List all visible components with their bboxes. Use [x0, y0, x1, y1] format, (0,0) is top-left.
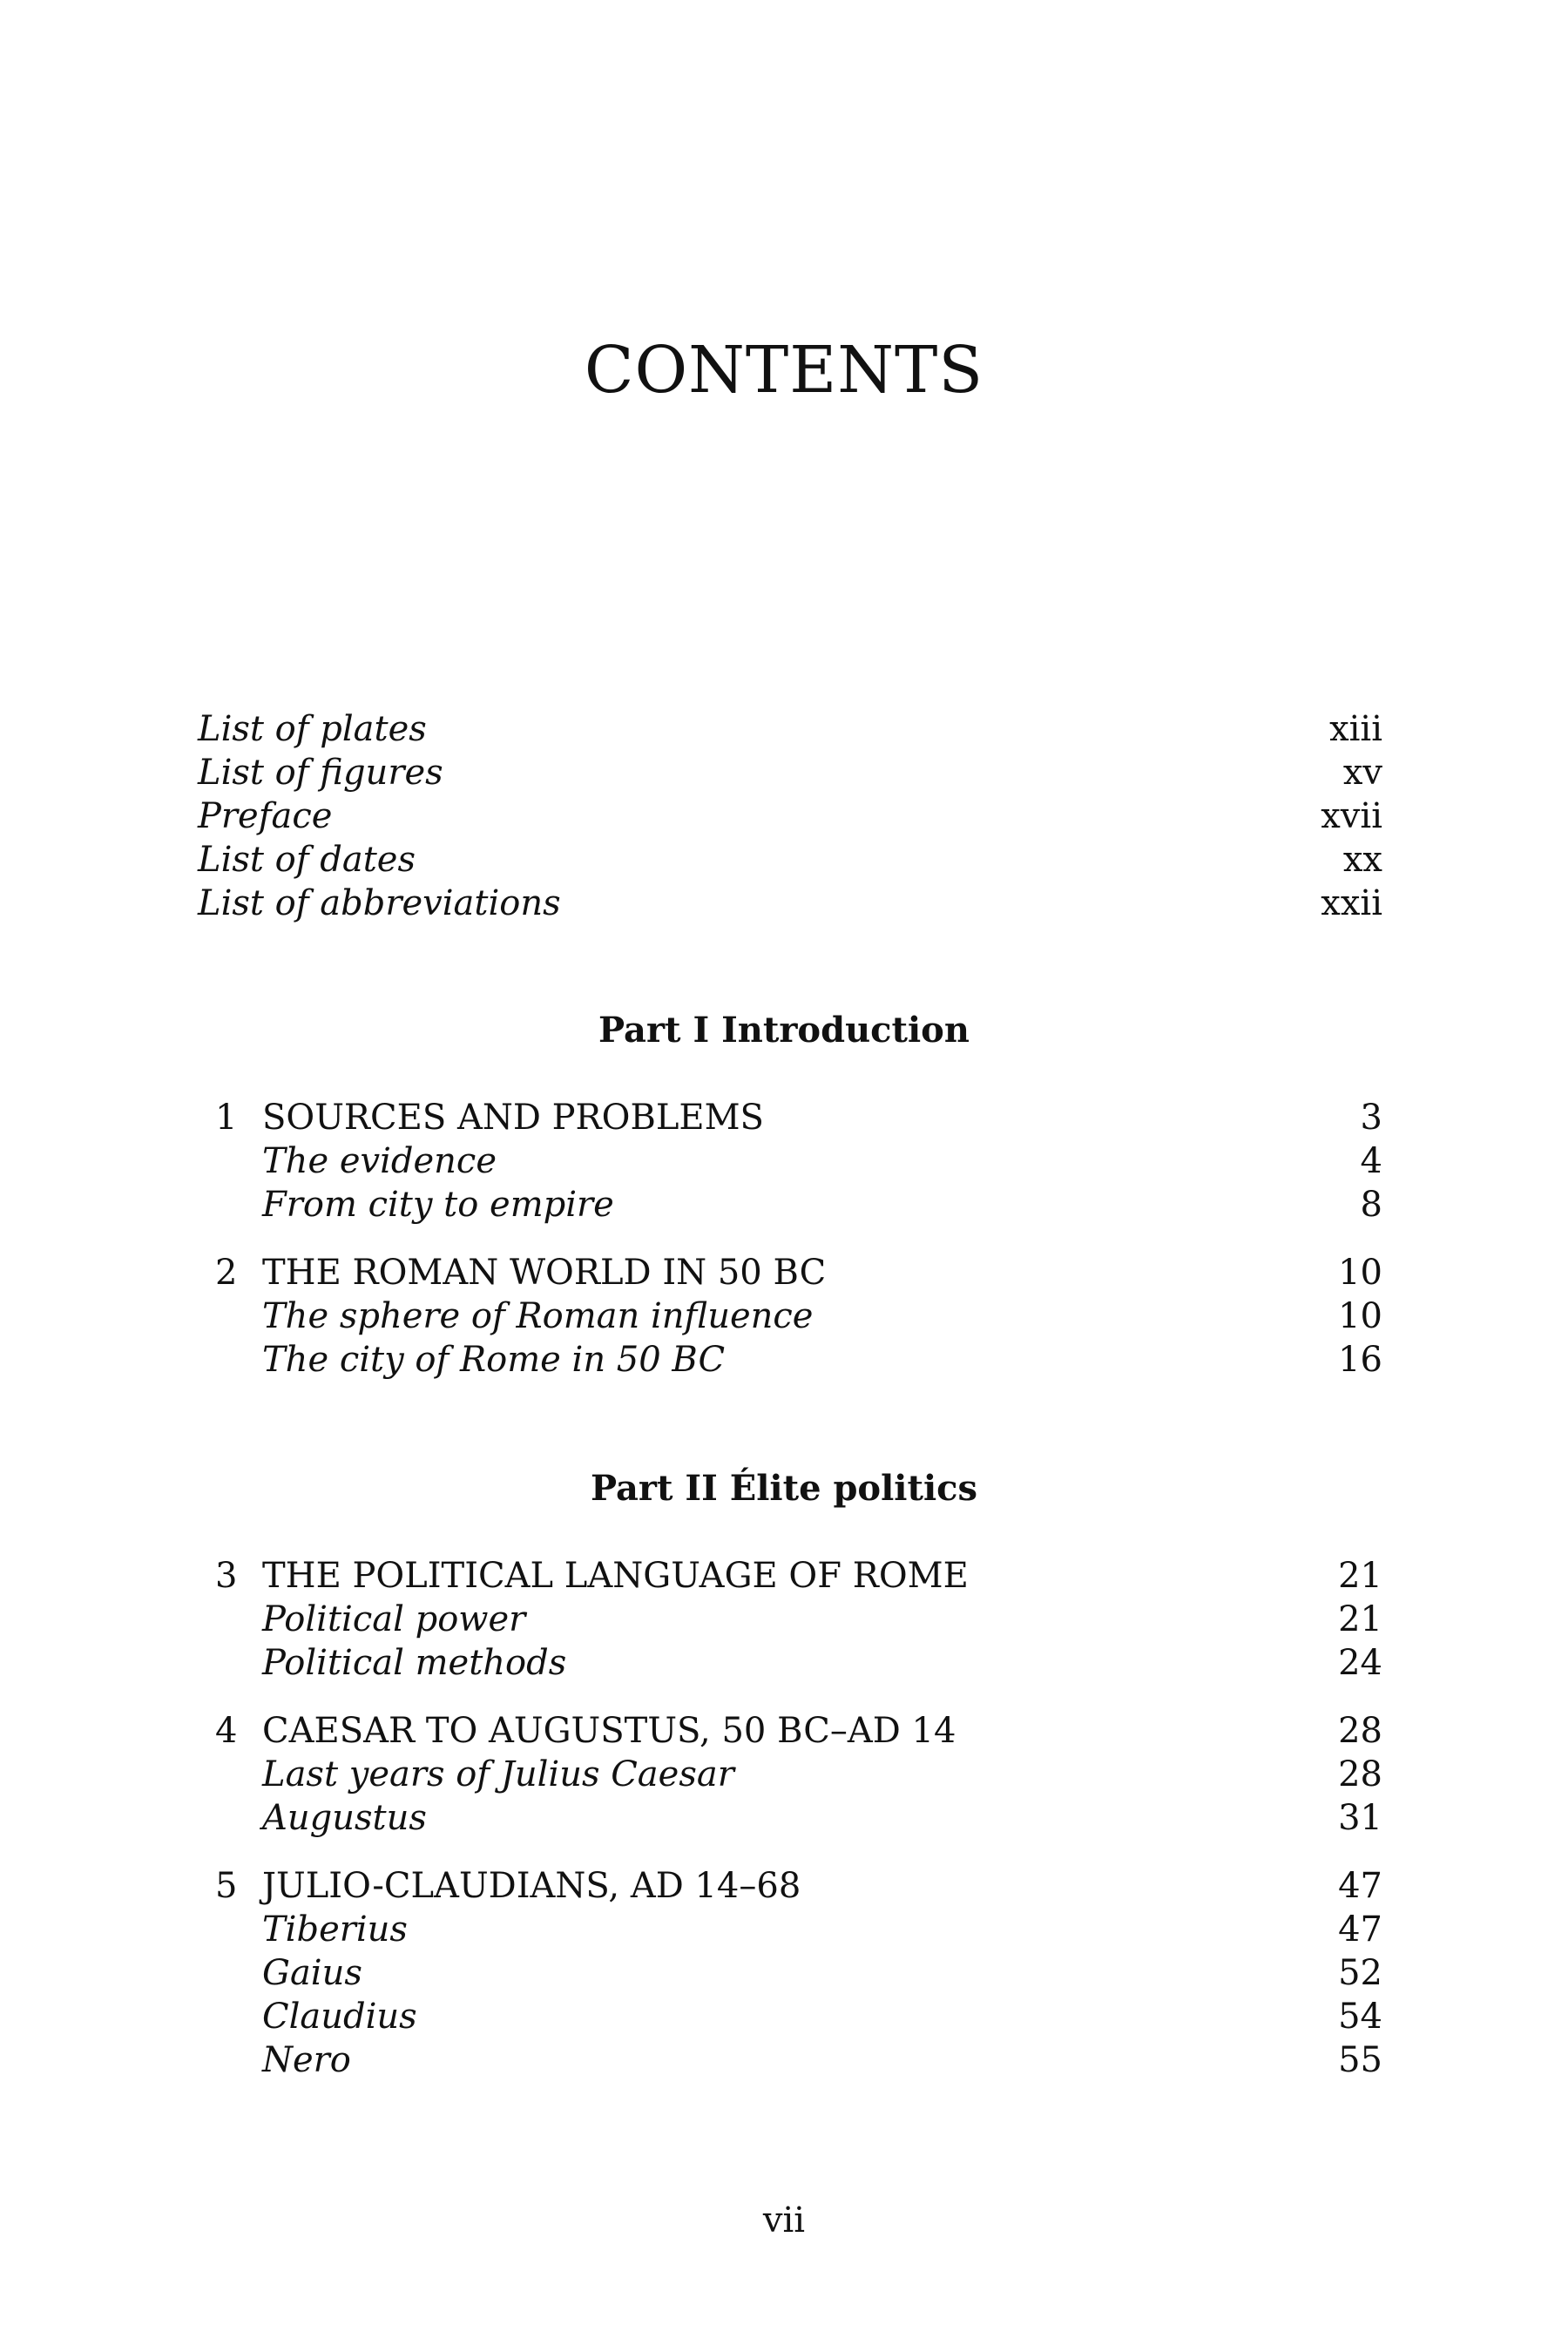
- front-matter-list: [198, 707, 1382, 925]
- chapter-title: THE ROMAN WORLD IN 50 BC: [262, 1253, 827, 1293]
- chapter-row: [198, 1251, 1382, 1294]
- entry-label: Preface: [198, 796, 333, 836]
- front-matter-entry: [198, 751, 1382, 794]
- section-title: Gaius: [262, 1953, 362, 1993]
- section-row: [198, 1183, 1382, 1227]
- section-row: [198, 1294, 1382, 1338]
- chapter-row: [198, 1554, 1382, 1598]
- chapter-entry: [198, 1554, 1382, 1685]
- chapter-entry: [198, 1709, 1382, 1840]
- part-heading: Part I Introduction: [598, 1010, 970, 1051]
- chapter-number: 1: [215, 1098, 238, 1138]
- section-page: 31: [1338, 1798, 1382, 1838]
- front-matter-entry: [198, 794, 1382, 838]
- chapter-title: CAESAR TO AUGUSTUS, 50 BC–AD 14: [262, 1711, 956, 1751]
- page-number: vii: [762, 2200, 806, 2240]
- entry-label: List of figures: [198, 753, 443, 793]
- page-title: CONTENTS: [584, 333, 984, 408]
- chapter-number: 4: [215, 1711, 238, 1751]
- section-title: Political power: [262, 1599, 526, 1639]
- chapter-row: [198, 1709, 1382, 1753]
- chapter-entry: [198, 1251, 1382, 1382]
- chapter-title: JULIO-CLAUDIANS, AD 14–68: [262, 1866, 801, 1906]
- section-page: 4: [1360, 1141, 1382, 1181]
- section-page: 47: [1338, 1909, 1382, 1950]
- chapter-page: 10: [1338, 1253, 1382, 1293]
- chapter-number: 3: [215, 1556, 238, 1596]
- section-title: Political methods: [262, 1643, 567, 1683]
- chapter-page: 28: [1338, 1711, 1382, 1751]
- chapter-page: 3: [1360, 1098, 1382, 1138]
- section-page: 55: [1338, 2040, 1382, 2080]
- section-title: The city of Rome in 50 BC: [262, 1340, 726, 1380]
- section-row: [198, 1641, 1382, 1685]
- section-title: Tiberius: [262, 1909, 408, 1950]
- section-page: 8: [1360, 1185, 1382, 1225]
- section-row: [198, 1598, 1382, 1641]
- section-page: 10: [1338, 1296, 1382, 1336]
- chapter-title: SOURCES AND PROBLEMS: [262, 1098, 764, 1138]
- section-title: Claudius: [262, 1997, 417, 2037]
- entry-page: xiii: [1329, 709, 1382, 749]
- section-row: [198, 1951, 1382, 1995]
- section-page: 28: [1338, 1754, 1382, 1794]
- entry-page: xvii: [1321, 796, 1382, 836]
- section-row: [198, 1338, 1382, 1382]
- entry-page: xx: [1342, 840, 1382, 880]
- chapter-number: 5: [215, 1866, 238, 1906]
- section-title: The evidence: [262, 1141, 497, 1181]
- front-matter-entry: [198, 838, 1382, 882]
- chapter-row: [198, 1096, 1382, 1139]
- section-page: 52: [1338, 1953, 1382, 1993]
- entry-label: List of dates: [198, 840, 416, 880]
- section-row: [198, 1796, 1382, 1840]
- section-title: From city to empire: [262, 1185, 614, 1225]
- section-row: [198, 1908, 1382, 1951]
- chapter-page: 47: [1338, 1866, 1382, 1906]
- chapter-entry: [198, 1864, 1382, 2082]
- section-page: 16: [1338, 1340, 1382, 1380]
- section-page: 24: [1338, 1643, 1382, 1683]
- part-heading: Part II Élite politics: [590, 1468, 978, 1509]
- section-title: Nero: [262, 2040, 351, 2080]
- entry-page: xv: [1342, 753, 1382, 793]
- section-page: 21: [1338, 1599, 1382, 1639]
- section-row: [198, 1139, 1382, 1183]
- chapter-entry: [198, 1096, 1382, 1227]
- section-title: Last years of Julius Caesar: [262, 1754, 734, 1794]
- chapter-number: 2: [215, 1253, 238, 1293]
- front-matter-entry: [198, 882, 1382, 925]
- chapter-title: THE POLITICAL LANGUAGE OF ROME: [262, 1556, 969, 1596]
- entry-page: xxii: [1321, 883, 1382, 923]
- entry-label: List of plates: [198, 709, 427, 749]
- section-row: [198, 1995, 1382, 2038]
- chapter-page: 21: [1338, 1556, 1382, 1596]
- section-row: [198, 1753, 1382, 1796]
- section-title: The sphere of Roman influence: [262, 1296, 814, 1336]
- chapter-row: [198, 1864, 1382, 1908]
- section-title: Augustus: [262, 1798, 427, 1838]
- section-page: 54: [1338, 1997, 1382, 2037]
- entry-label: List of abbreviations: [198, 883, 561, 923]
- front-matter-entry: [198, 707, 1382, 751]
- section-row: [198, 2038, 1382, 2082]
